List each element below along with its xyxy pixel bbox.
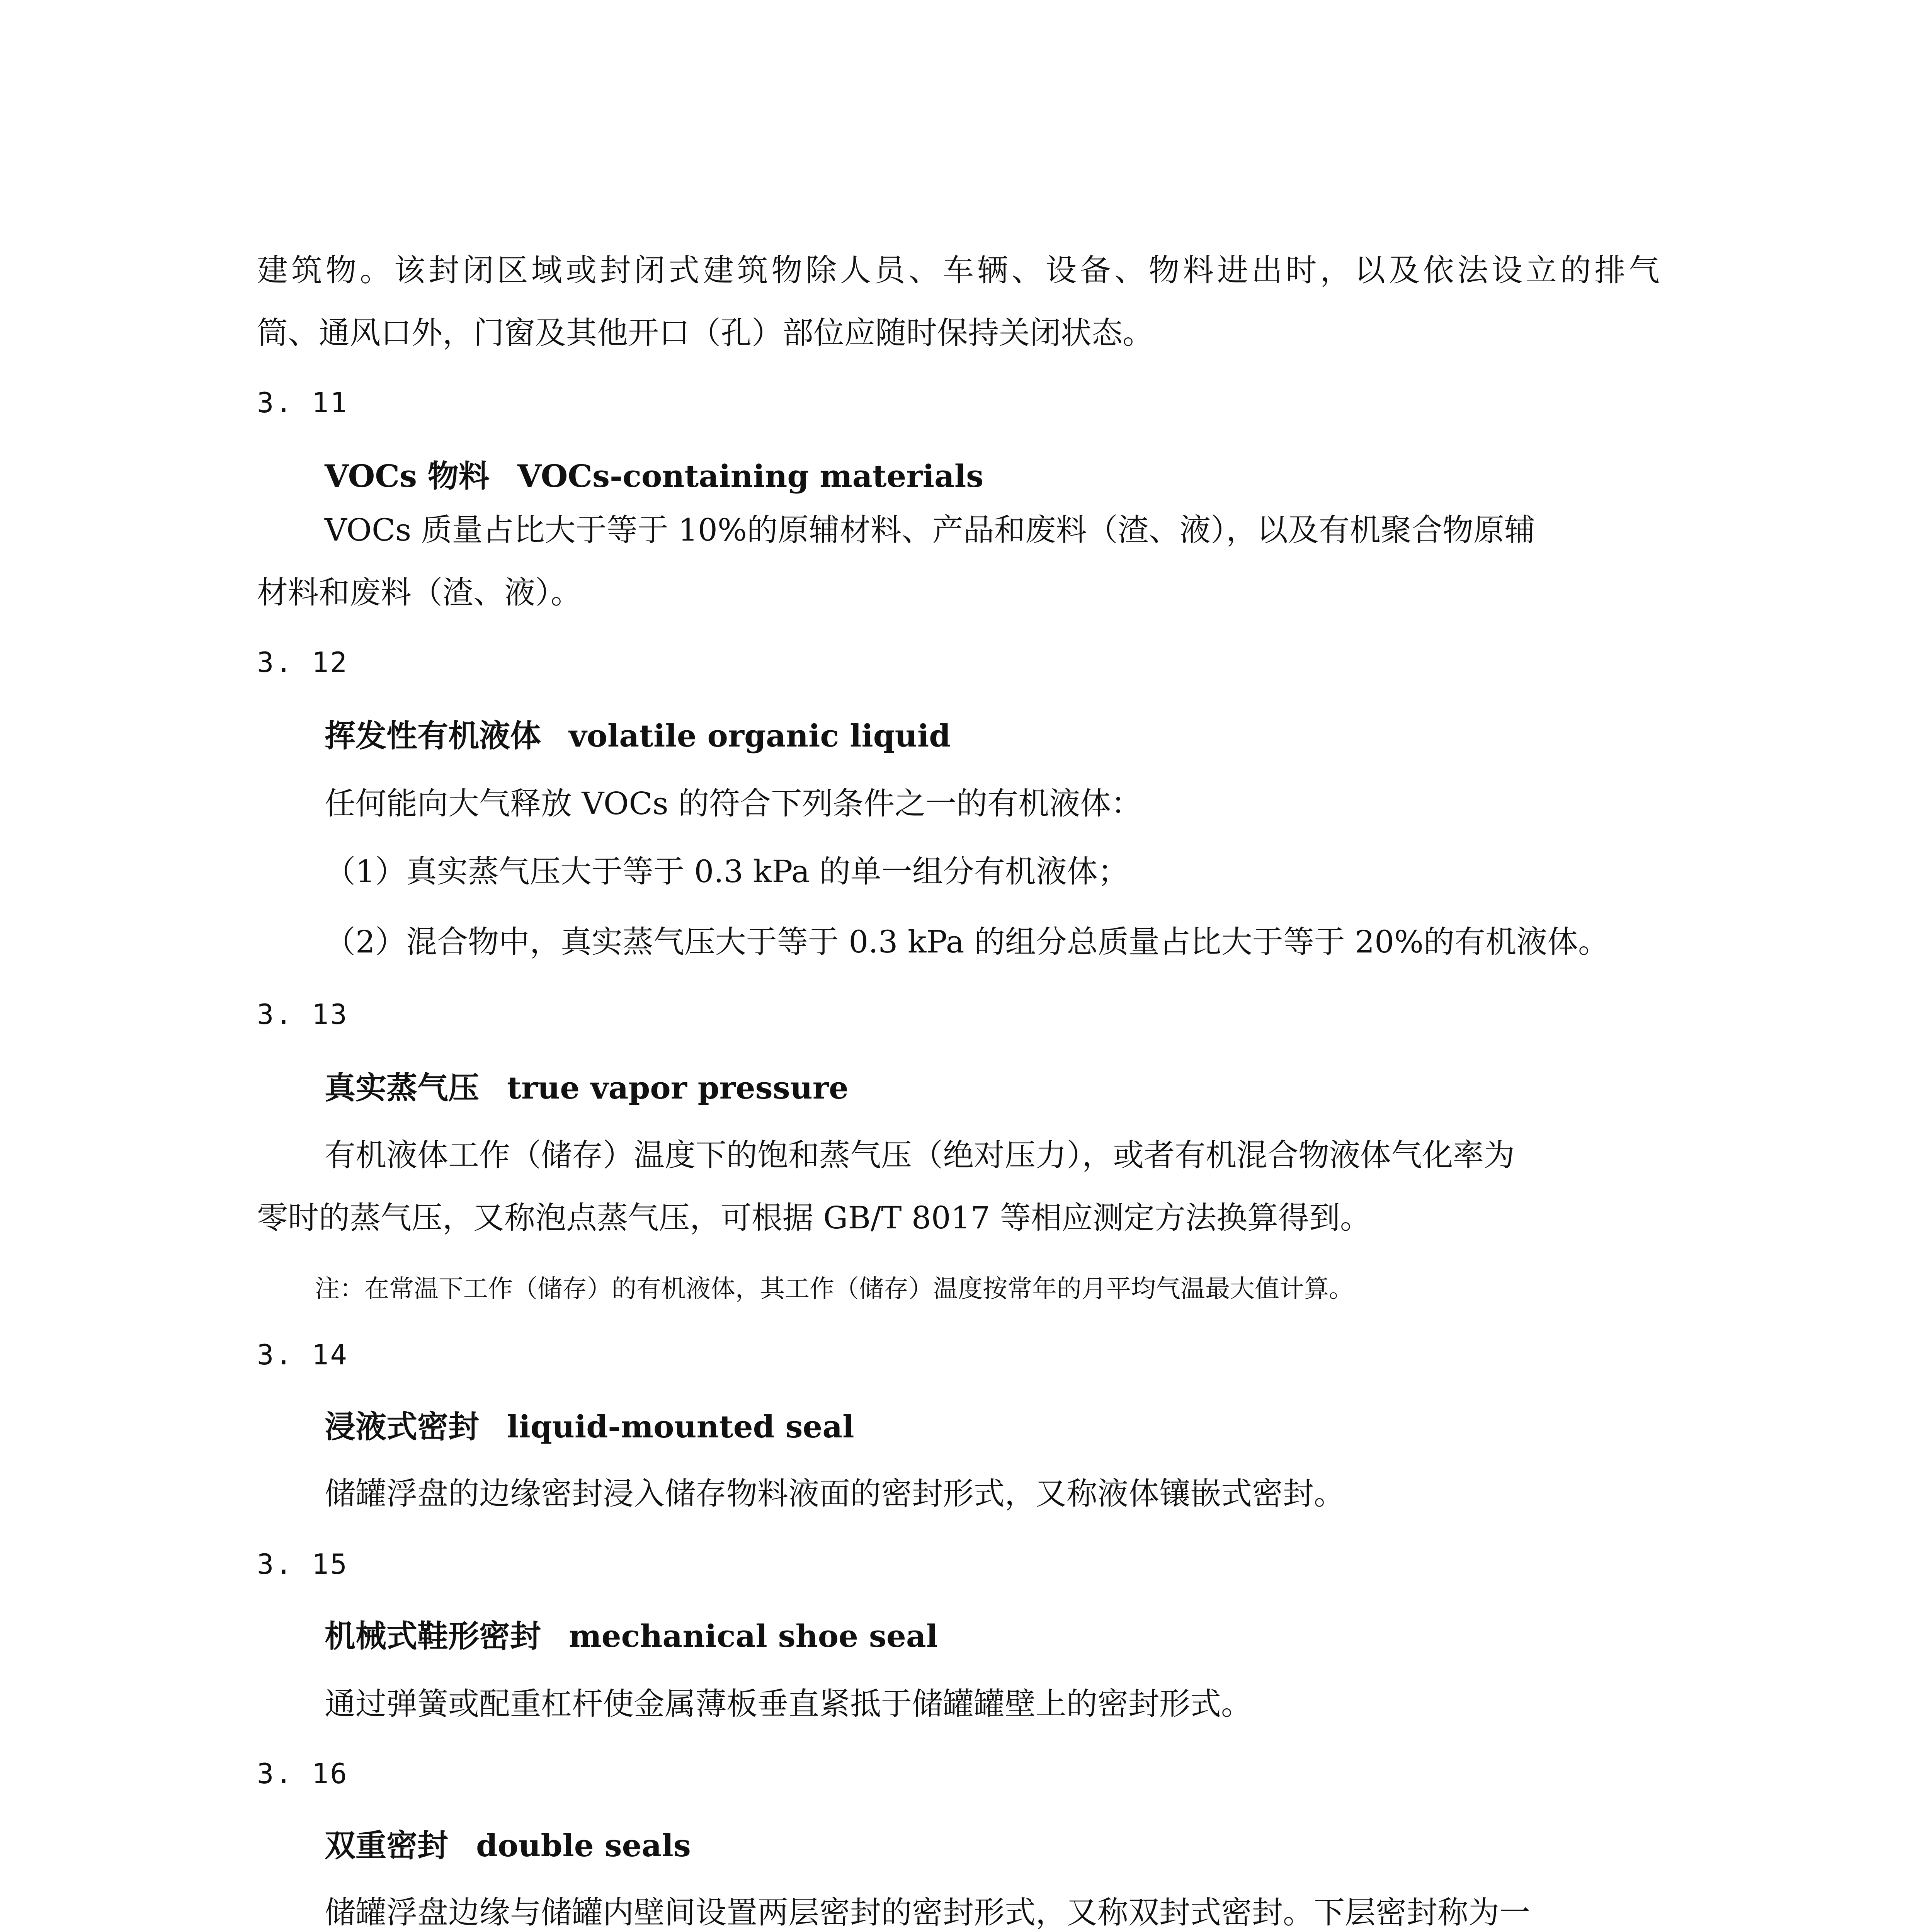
term-en: double seals	[476, 1827, 691, 1864]
definition-3-12-line-1: 任何能向大气释放 VOCs 的符合下列条件之一的有机液体：	[325, 786, 1142, 821]
term-zh: 挥发性有机液体	[325, 718, 541, 754]
term-en: VOCs-containing materials	[517, 458, 984, 494]
term-zh: 双重密封	[325, 1827, 448, 1864]
definition-3-13-line-2: 零时的蒸气压，又称泡点蒸气压，可根据 GB/T 8017 等相应测定方法换算得到。	[257, 1200, 1371, 1236]
clause-number-3-11: 3. 11	[257, 386, 349, 419]
term-zh: 机械式鞋形密封	[325, 1618, 541, 1654]
term-heading-3-14	[325, 1406, 854, 1447]
term-en: mechanical shoe seal	[569, 1618, 938, 1654]
term-en: liquid-mounted seal	[507, 1408, 854, 1445]
definition-3-12-item-2: （2）混合物中，真实蒸气压大于等于 0.3 kPa 的组分总质量占比大于等于 20%的有机液体。	[325, 924, 1609, 960]
definition-3-11-line-2: 材料和废料（渣、液）。	[257, 575, 582, 611]
clause-number-3-14: 3. 14	[257, 1338, 349, 1371]
clause-number-3-12: 3. 12	[257, 646, 349, 679]
definition-3-15-line-1: 通过弹簧或配重杠杆使金属薄板垂直紧抵于储罐罐壁上的密封形式。	[325, 1686, 1252, 1722]
term-heading-3-13	[325, 1068, 849, 1108]
term-en: true vapor pressure	[507, 1070, 849, 1106]
intro-line-1: 建筑物。该封闭区域或封闭式建筑物除人员、车辆、设备、物料进出时，以及依法设立的排气	[257, 252, 1660, 288]
term-heading-3-11	[325, 456, 983, 496]
definition-3-16-line-1: 储罐浮盘边缘与储罐内壁间设置两层密封的密封形式，又称双封式密封。下层密封称为一	[325, 1895, 1530, 1930]
note-3-13: 注：在常温下工作（储存）的有机液体，其工作（储存）温度按常年的月平均气温最大值计算。	[315, 1275, 1354, 1303]
term-heading-3-12	[325, 716, 951, 756]
clause-number-3-15: 3. 15	[257, 1548, 349, 1580]
definition-3-11-line-1: VOCs 质量占比大于等于 10%的原辅材料、产品和废料（渣、液），以及有机聚合物原辅	[325, 512, 1535, 548]
term-zh: 浸液式密封	[325, 1408, 479, 1445]
intro-line-2: 筒、通风口外，门窗及其他开口（孔）部位应随时保持关闭状态。	[257, 315, 1153, 351]
term-heading-3-15	[325, 1616, 938, 1656]
definition-3-13-line-1: 有机液体工作（储存）温度下的饱和蒸气压（绝对压力），或者有机混合物液体气化率为	[325, 1137, 1515, 1173]
term-zh: 真实蒸气压	[325, 1070, 479, 1106]
term-en: volatile organic liquid	[569, 718, 951, 754]
clause-number-3-13: 3. 13	[257, 998, 349, 1031]
term-zh: VOCs 物料	[325, 458, 490, 494]
definition-3-14-line-1: 储罐浮盘的边缘密封浸入储存物料液面的密封形式，又称液体镶嵌式密封。	[325, 1476, 1345, 1512]
term-heading-3-16	[325, 1825, 691, 1866]
definition-3-12-item-1: （1）真实蒸气压大于等于 0.3 kPa 的单一组分有机液体；	[325, 854, 1129, 889]
clause-number-3-16: 3. 16	[257, 1757, 349, 1790]
